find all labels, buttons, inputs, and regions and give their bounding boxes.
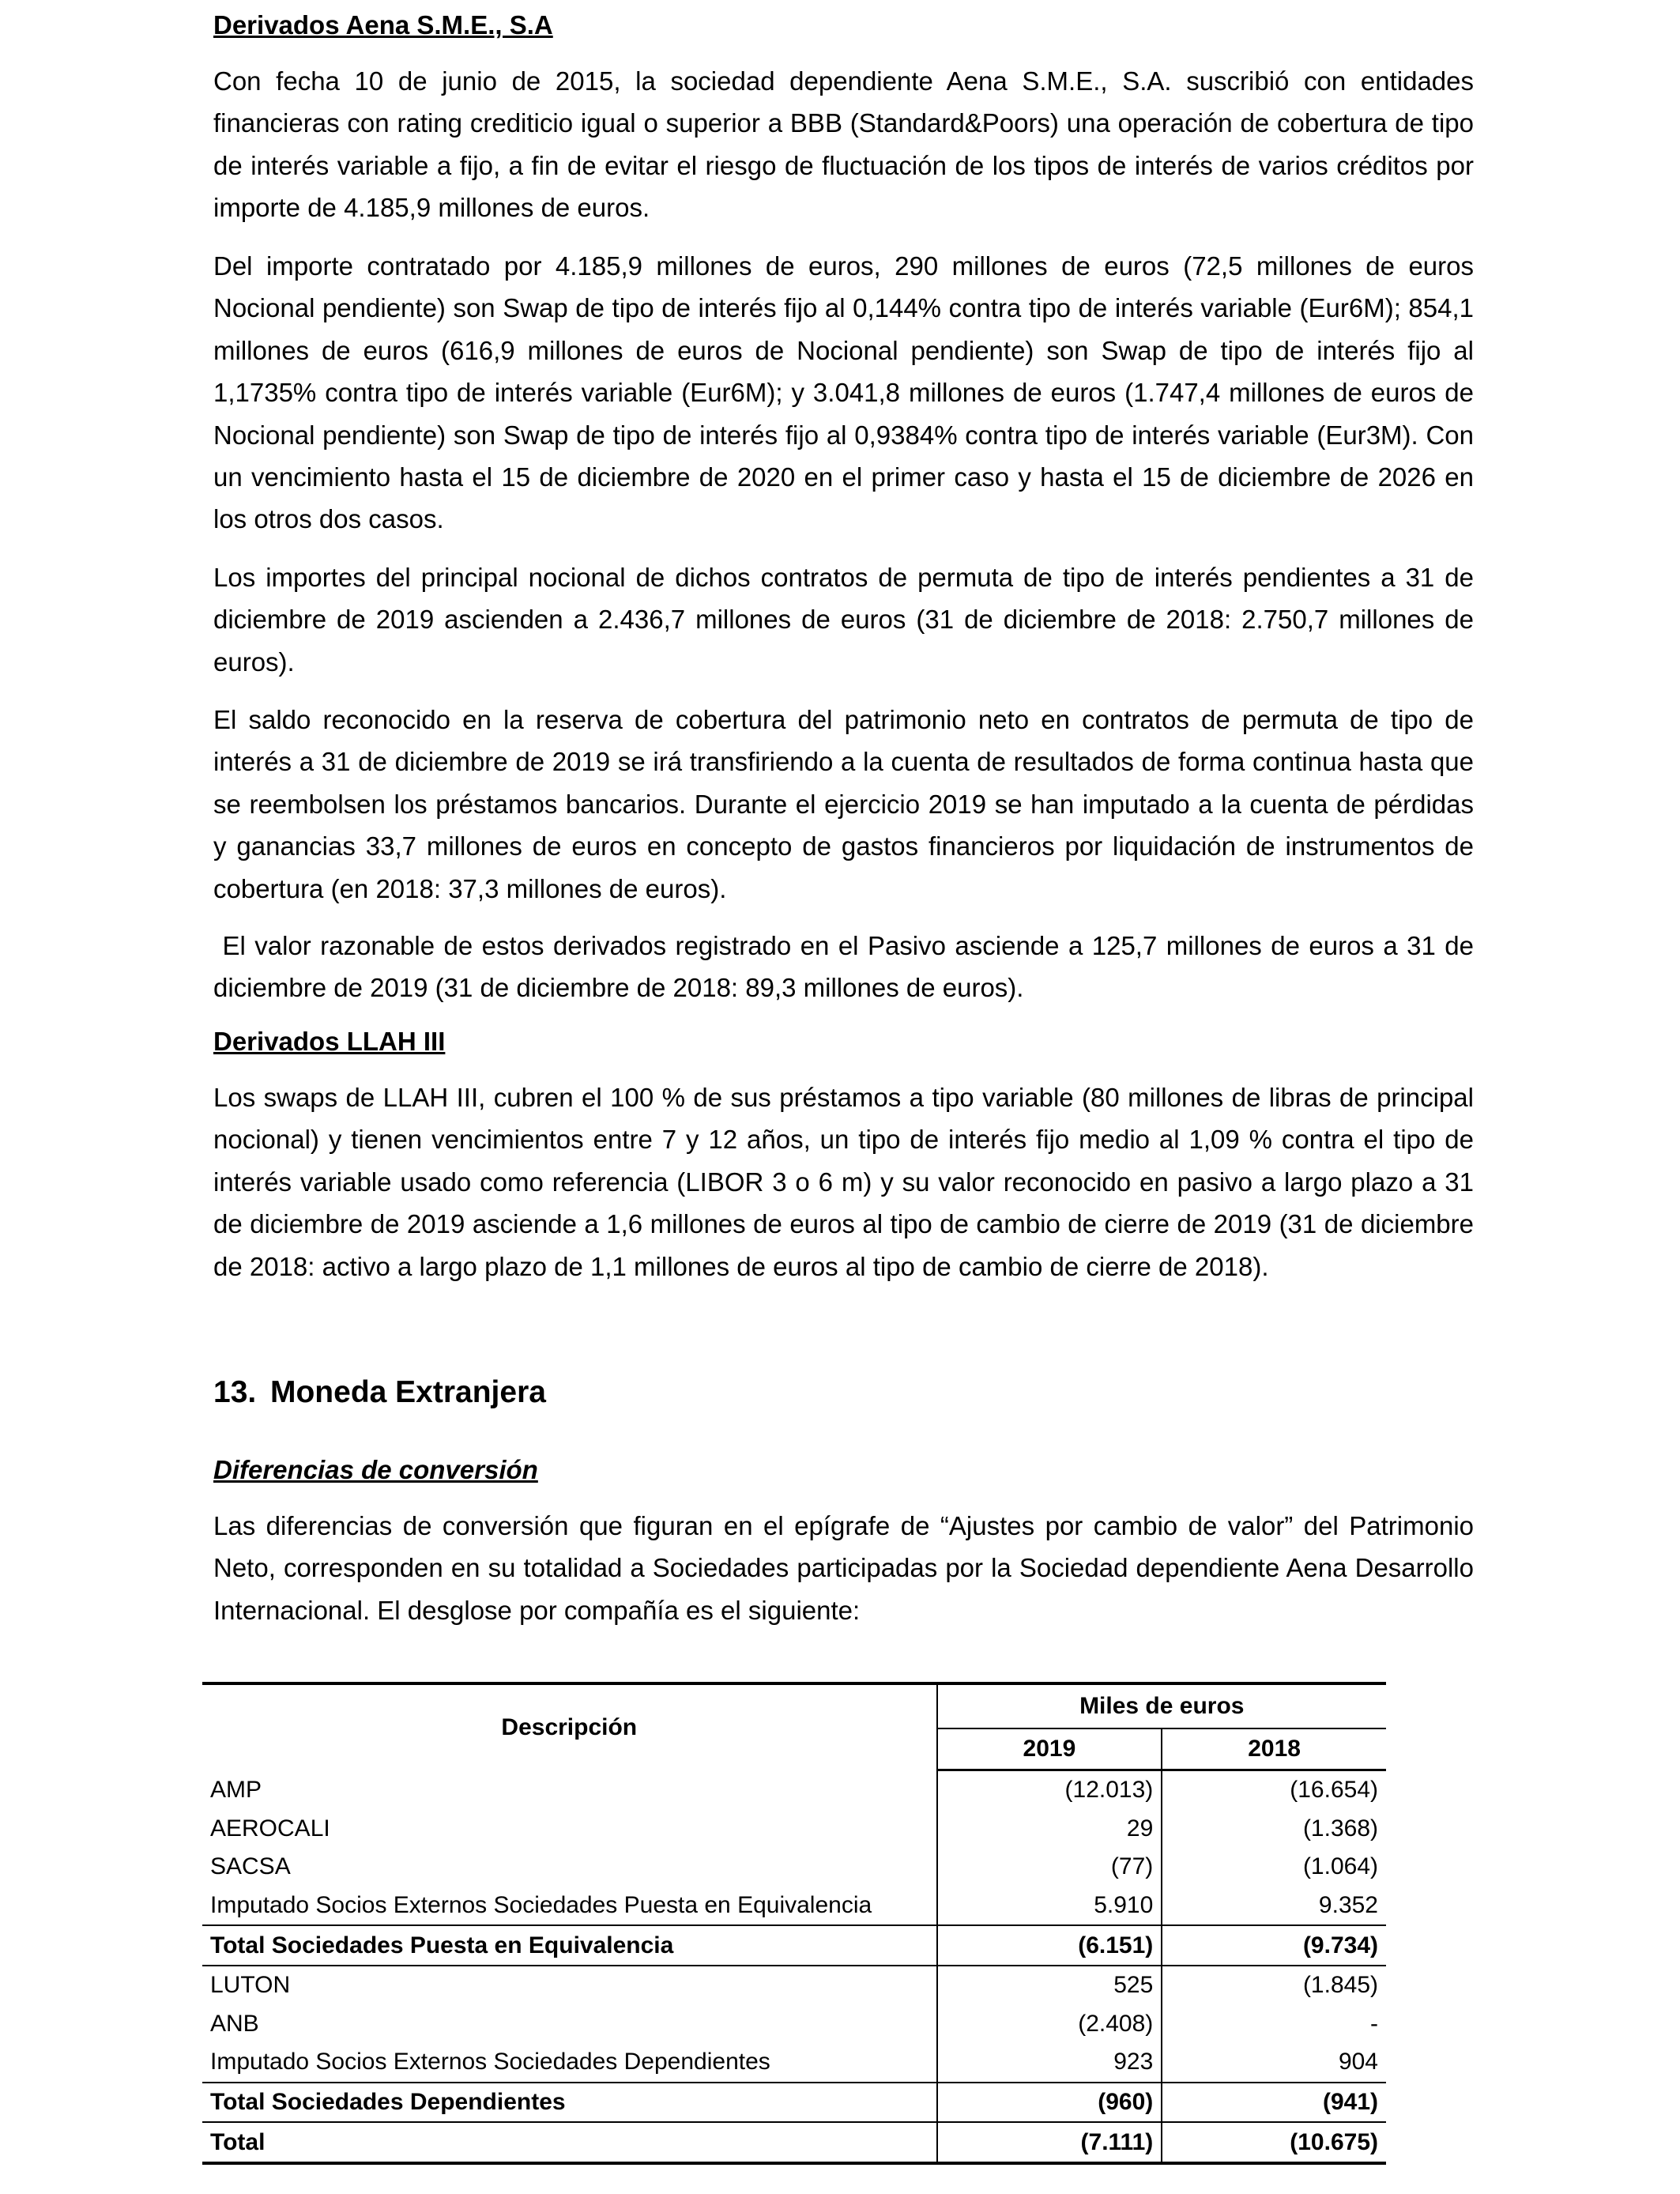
row-label: ANB (202, 2005, 937, 2044)
conversion-table (202, 1682, 1386, 2165)
value-2018: (10.675) (1162, 2122, 1386, 2163)
value-2018: (16.654) (1290, 1777, 1378, 1804)
row-label: SACSA (202, 1848, 937, 1887)
value-2019: (77) (937, 1848, 1162, 1887)
value-2018: (941) (1162, 2083, 1386, 2123)
value-2019: (960) (937, 2083, 1162, 2123)
value-2018: (1.064) (1302, 1853, 1378, 1880)
paragraph: El valor razonable de estos derivados registrado en el Pasivo asciende a 125,7 millones de euros a 31 de diciembre de 2019 (31 de diciembre de 2018: 89,3 millones de euros). (213, 931, 1482, 1003)
row-label: AEROCALI (202, 1810, 937, 1849)
table-subtotal-row (202, 2083, 1386, 2123)
subsection-heading-conversion: Diferencias de conversión (213, 1455, 538, 1484)
table-row (202, 2043, 1386, 2083)
paragraph: Con fecha 10 de junio de 2015, la sociedad dependiente Aena S.M.E., S.A. suscribió con entidades financieras con rating crediticio igual o superior a BBB (Standard&Poors) una operación de cobertura de tipo de interés variable a fijo, a fin de evitar el riesgo de fluctuación de los tipos de interés de varios créditos por importe de 4.185,9 millones de euros. (213, 66, 1474, 223)
value-2019: (12.013) (937, 1770, 1162, 1810)
paragraph: El saldo reconocido en la reserva de cobertura del patrimonio neto en contratos de permuta de tipo de interés a 31 de diciembre de 2019 se irá transfiriendo a la cuenta de resultados de forma continua hasta que se reembolsen los préstamos bancarios. Durante el ejercicio 2019 se han imputado a la cuenta de pérdidas y ganancias 33,7 millones de euros en concepto de gastos financieros por liquidación de instrumentos de cobertura (en 2018: 37,3 millones de euros). (213, 705, 1474, 903)
value-2019: 5.910 (937, 1887, 1162, 1926)
chapter-heading (213, 1374, 546, 1412)
paragraph: Los importes del principal nocional de dichos contratos de permuta de tipo de interés pendientes a 31 de diciembre de 2019 ascienden a 2.436,7 millones de euros (31 de diciembre de 2018: 2.750,7 millones de euros). (213, 563, 1474, 677)
table-header-group: Miles de euros (937, 1683, 1386, 1728)
row-label: Total (202, 2122, 937, 2163)
table-total-row (202, 2122, 1386, 2163)
value-2019: (6.151) (937, 1925, 1162, 1966)
paragraph: Las diferencias de conversión que figuran en el epígrafe de “Ajustes por cambio de valor” del Patrimonio Neto, corresponden en su totalidad a Sociedades participadas por la Sociedad dependiente Aena Desarrollo Internacional. El desglose por compañía es el siguiente: (213, 1511, 1474, 1625)
table-row (202, 1810, 1386, 1849)
value-2018: (1.368) (1302, 1815, 1378, 1842)
row-label: Imputado Socios Externos Sociedades Dependientes (202, 2043, 937, 2083)
paragraph: Del importe contratado por 4.185,9 millones de euros, 290 millones de euros (72,5 millones de euros Nocional pendiente) son Swap de tipo de interés fijo al 0,144% contra tipo de interés variable (Eur6M); 854,1 millones de euros (616,9 millones de euros de Nocional pendiente) son Swap de tipo de interés fijo al 1,1735% contra tipo de interés variable (Eur6M); y 3.041,8 millones de euros (1.747,4 millones de euros de Nocional pendiente) son Swap de tipo de interés fijo al 0,9384% contra tipo de interés variable (Eur3M). Con un vencimiento hasta el 15 de diciembre de 2020 en el primer caso y hasta el 15 de diciembre de 2026 en los otros dos casos. (213, 251, 1474, 534)
table-header-year: 2019 (937, 1728, 1162, 1770)
table-subtotal-row (202, 1925, 1386, 1966)
table-header-year: 2018 (1162, 1728, 1386, 1770)
row-label: Total Sociedades Puesta en Equivalencia (202, 1925, 937, 1966)
value-2019: (2.408) (937, 2005, 1162, 2044)
section-heading-llah: Derivados LLAH III (213, 1027, 446, 1056)
value-2018: (9.734) (1162, 1925, 1386, 1966)
paragraph: Los swaps de LLAH III, cubren el 100 % de sus préstamos a tipo variable (80 millones de libras de principal nocional) y tienen vencimientos entre 7 y 12 años, un tipo de interés fijo medio al 1,09 % contra el tipo de interés variable usado como referencia (LIBOR 3 o 6 m) y su valor reconocido en pasivo a largo plazo a 31 de diciembre de 2019 asciende a 1,6 millones de euros al tipo de cambio de cierre de 2019 (31 de diciembre de 2018: activo a largo plazo de 1,1 millones de euros al tipo de cambio de cierre de 2018). (213, 1083, 1474, 1281)
value-2019: (7.111) (937, 2122, 1162, 2163)
table-row (202, 1966, 1386, 2005)
value-2019: 525 (937, 1966, 1162, 2005)
table-row (202, 2005, 1386, 2044)
row-label: Total Sociedades Dependientes (202, 2083, 937, 2123)
value-2019: 29 (937, 1810, 1162, 1849)
row-label: Imputado Socios Externos Sociedades Puesta en Equivalencia (202, 1887, 937, 1926)
value-2018: (1.845) (1302, 1972, 1378, 1999)
value-2018: 9.352 (1318, 1892, 1378, 1919)
chapter-title: Moneda Extranjera (270, 1375, 546, 1409)
row-label: LUTON (202, 1966, 937, 2005)
row-label: AMP (202, 1770, 937, 1810)
table-row (202, 1770, 1386, 1810)
value-2018: 904 (1338, 2049, 1378, 2075)
table-row (202, 1887, 1386, 1926)
chapter-number: 13. (213, 1375, 257, 1409)
value-2018: - (1370, 2010, 1378, 2037)
value-2019: 923 (937, 2043, 1162, 2083)
table-header-description: Descripción (202, 1683, 937, 1770)
section-heading-aena: Derivados Aena S.M.E., S.A (213, 10, 553, 40)
table-row (202, 1848, 1386, 1887)
